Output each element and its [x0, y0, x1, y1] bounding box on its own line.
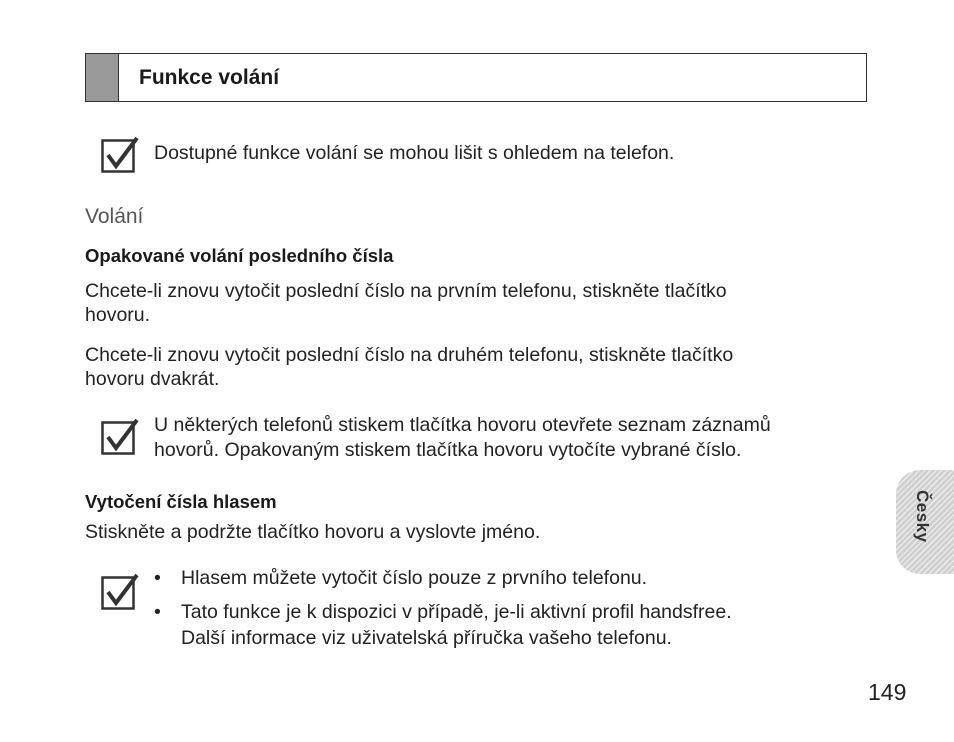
section-title: Funkce volání: [139, 66, 280, 89]
page-number: 149: [868, 679, 907, 705]
section-header-tab: [86, 54, 119, 101]
checkbox-check-icon: [101, 573, 139, 611]
heading-redial: Opakované volání posledního čísla: [85, 245, 394, 266]
bullet-marker: •: [154, 601, 161, 623]
checkbox-check-icon: [101, 418, 139, 456]
redial-note-line-1: U některých telefonů stiskem tlačítka hovoru otevřete seznam záznamů: [154, 414, 771, 436]
voice-dial-bullet-2-line-2: Další informace viz uživatelská příručka vašeho telefonu.: [181, 627, 672, 649]
voice-dial-bullet-1: Hlasem můžete vytočit číslo pouze z prvního telefonu.: [181, 567, 648, 589]
heading-voice-dial: Vytočení čísla hlasem: [85, 491, 277, 512]
redial-paragraph-1-line-1: Chcete-li znovu vytočit poslední číslo na prvním telefonu, stiskněte tlačítko: [85, 280, 727, 302]
note-text: Dostupné funkce volání se mohou lišit s ohledem na telefon.: [154, 142, 675, 164]
redial-paragraph-2-line-2: hovoru dvakrát.: [85, 368, 220, 390]
heading-calling: Volání: [85, 205, 144, 228]
voice-dial-bullet-2-line-1: Tato funkce je k dispozici v případě, je-li aktivní profil handsfree.: [181, 601, 732, 623]
redial-paragraph-2-line-1: Chcete-li znovu vytočit poslední číslo na druhém telefonu, stiskněte tlačítko: [85, 344, 734, 366]
language-label: Česky: [913, 490, 932, 543]
redial-paragraph-1-line-2: hovoru.: [85, 304, 151, 326]
redial-note-line-2: hovorů. Opakovaným stiskem tlačítka hovoru vytočíte vybrané číslo.: [154, 439, 742, 461]
voice-dial-text: Stiskněte a podržte tlačítko hovoru a vyslovte jméno.: [85, 521, 541, 543]
checkbox-check-icon: [101, 136, 139, 174]
section-header: [85, 53, 867, 102]
bullet-marker: •: [154, 567, 161, 589]
